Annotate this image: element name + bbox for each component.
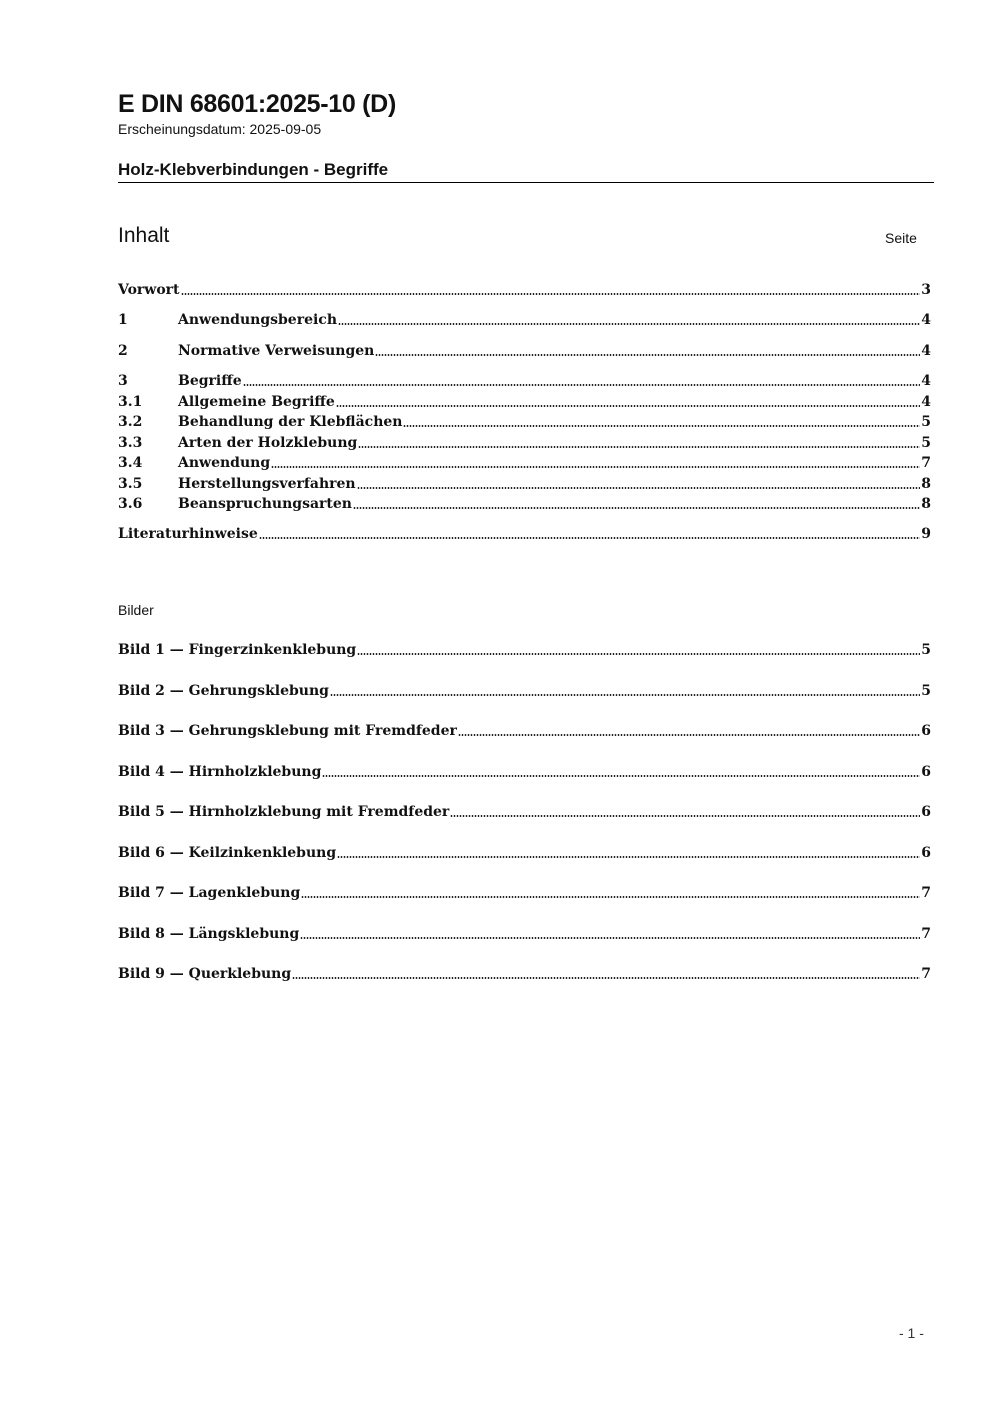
toc-entry-number: 3.5: [118, 476, 143, 492]
figure-entry-title: Bild 1 — Fingerzinkenklebung: [118, 642, 357, 658]
title-divider: [118, 182, 934, 183]
toc-entry-title: Begriffe: [178, 373, 242, 389]
toc-entry-number: 2: [118, 343, 128, 359]
toc-entry-title: Vorwort: [118, 282, 180, 298]
toc-leader-dots: [357, 487, 921, 489]
figure-entry-3[interactable]: [118, 722, 931, 740]
toc-entry-page: 4: [921, 394, 931, 410]
figure-entry-page: 6: [921, 845, 931, 861]
toc-entry-3-4[interactable]: [118, 454, 931, 472]
toc-entry-number: 3.6: [118, 496, 143, 512]
toc-leader-dots: [181, 293, 921, 295]
figure-entry-title: Bild 8 — Längsklebung: [118, 926, 300, 942]
figure-entry-title: Bild 4 — Hirnholzklebung: [118, 764, 322, 780]
toc-entry-3-2[interactable]: [118, 413, 931, 431]
toc-heading: Inhalt: [118, 224, 170, 247]
toc-entry-title: Arten der Holzklebung: [178, 435, 358, 451]
figure-entry-9[interactable]: [118, 965, 931, 983]
toc-entry-3-6[interactable]: [118, 495, 931, 513]
figure-entry-page: 6: [921, 804, 931, 820]
toc-entry-number: 3.3: [118, 435, 143, 451]
toc-entry-title: Herstellungsverfahren: [178, 476, 356, 492]
figure-entry-4[interactable]: [118, 763, 931, 781]
toc-leader-dots: [338, 323, 920, 325]
figure-entry-title: Bild 7 — Lagenklebung: [118, 885, 301, 901]
toc-entry-3-5[interactable]: [118, 475, 931, 493]
document-title: Holz-Klebverbindungen - Begriffe: [118, 160, 389, 179]
toc-leader-dots: [337, 856, 920, 858]
figure-entry-page: 5: [921, 642, 931, 658]
toc-entry-page: 5: [921, 435, 931, 451]
toc-leader-dots: [336, 405, 920, 407]
page-column-label: Seite: [885, 230, 917, 246]
toc-leader-dots: [322, 775, 920, 777]
toc-entry-2[interactable]: [118, 342, 931, 360]
figure-entry-title: Bild 5 — Hirnholzklebung mit Fremdfeder: [118, 804, 450, 820]
figure-entry-6[interactable]: [118, 844, 931, 862]
toc-entry-3-3[interactable]: [118, 434, 931, 452]
page-number: - 1 -: [899, 1325, 924, 1341]
toc-leader-dots: [458, 734, 920, 736]
toc-entry-page: 4: [921, 373, 931, 389]
toc-entry-title: Anwendungsbereich: [178, 312, 337, 328]
figure-entry-page: 7: [921, 966, 931, 982]
toc-entry-title: Behandlung der Klebflächen: [178, 414, 403, 430]
figure-entry-5[interactable]: [118, 803, 931, 821]
figure-entry-page: 5: [921, 683, 931, 699]
toc-entry-title: Allgemeine Begriffe: [178, 394, 335, 410]
toc-entry-3[interactable]: [118, 372, 931, 390]
figure-entry-page: 7: [921, 926, 931, 942]
figure-entry-2[interactable]: [118, 682, 931, 700]
figures-heading: Bilder: [118, 602, 154, 618]
figure-entry-title: Bild 3 — Gehrungsklebung mit Fremdfeder: [118, 723, 457, 739]
toc-entry-3-1[interactable]: [118, 393, 931, 411]
document-id: E DIN 68601:2025-10 (D): [118, 90, 396, 118]
toc-leader-dots: [450, 815, 920, 817]
figure-entry-title: Bild 6 — Keilzinkenklebung: [118, 845, 337, 861]
toc-entry-literaturhinweise[interactable]: [118, 525, 931, 543]
toc-leader-dots: [403, 425, 920, 427]
figure-entry-1[interactable]: [118, 641, 931, 659]
toc-leader-dots: [358, 446, 920, 448]
toc-entry-vorwort[interactable]: [118, 281, 931, 299]
toc-entry-title: Beanspruchungsarten: [178, 496, 352, 512]
toc-leader-dots: [259, 537, 921, 539]
toc-leader-dots: [353, 507, 920, 509]
toc-entry-number: 3.2: [118, 414, 143, 430]
toc-entry-page: 8: [921, 476, 931, 492]
figure-entry-title: Bild 9 — Querklebung: [118, 966, 292, 982]
toc-entry-page: 7: [921, 455, 931, 471]
figure-entry-8[interactable]: [118, 925, 931, 943]
toc-leader-dots: [300, 937, 920, 939]
figure-entry-7[interactable]: [118, 884, 931, 902]
toc-entry-title: Normative Verweisungen: [178, 343, 375, 359]
toc-entry-page: 4: [921, 312, 931, 328]
toc-entry-page: 4: [921, 343, 931, 359]
toc-entry-1[interactable]: [118, 311, 931, 329]
toc-entry-page: 3: [921, 282, 931, 298]
toc-entry-number: 1: [118, 312, 128, 328]
toc-leader-dots: [243, 384, 921, 386]
toc-entry-page: 5: [921, 414, 931, 430]
publication-date: Erscheinungsdatum: 2025-09-05: [118, 121, 322, 137]
toc-leader-dots: [330, 694, 920, 696]
toc-entry-number: 3.4: [118, 455, 143, 471]
figure-entry-title: Bild 2 — Gehrungsklebung: [118, 683, 329, 699]
toc-entry-number: 3.1: [118, 394, 143, 410]
toc-entry-page: 9: [921, 526, 931, 542]
figure-entry-page: 6: [921, 764, 931, 780]
toc-entry-title: Anwendung: [178, 455, 271, 471]
figure-entry-page: 6: [921, 723, 931, 739]
toc-leader-dots: [357, 653, 920, 655]
toc-entry-page: 8: [921, 496, 931, 512]
toc-entry-title: Literaturhinweise: [118, 526, 258, 542]
figure-entry-page: 7: [921, 885, 931, 901]
toc-leader-dots: [271, 466, 920, 468]
toc-leader-dots: [301, 896, 920, 898]
toc-entry-number: 3: [118, 373, 128, 389]
toc-leader-dots: [292, 977, 920, 979]
toc-leader-dots: [375, 354, 920, 356]
